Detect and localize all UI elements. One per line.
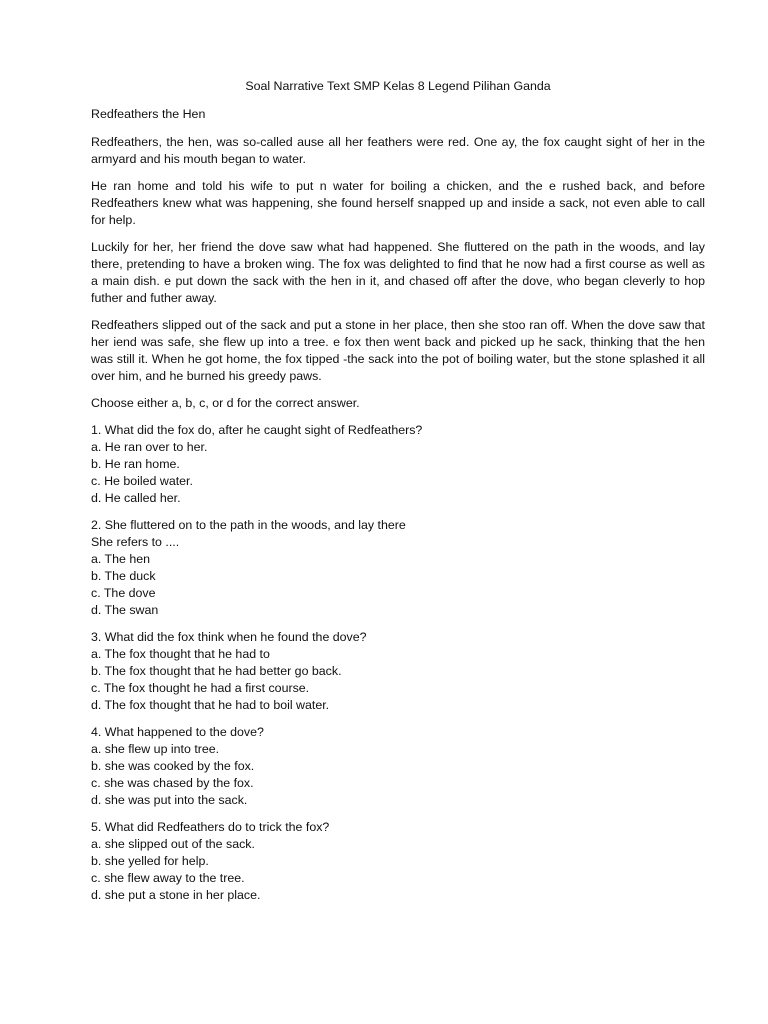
story-paragraph: He ran home and told his wife to put n water for boiling a chicken, and the e rushed back, and before Redfeathers knew what was happening, she found herself snapped up and inside a sack, not even able to call for help.: [91, 179, 705, 227]
story-title: Redfeathers the Hen: [91, 107, 206, 121]
answer-option-a: a. The hen: [91, 552, 151, 566]
question-5: [91, 819, 705, 904]
answer-option-c: c. she was chased by the fox.: [91, 776, 254, 790]
answer-option-d: d. she put a stone in her place.: [91, 888, 261, 902]
story-paragraph: Redfeathers, the hen, was so-called ause all her feathers were red. One ay, the fox caught sight of her in the armyard and his mouth began to water.: [91, 135, 705, 166]
answer-option-d: d. The fox thought that he had to boil water.: [91, 698, 330, 712]
answer-option-d: d. He called her.: [91, 491, 181, 505]
answer-option-a: a. The fox thought that he had to: [91, 647, 270, 661]
story-paragraph: Luckily for her, her friend the dove saw what had happened. She fluttered on the path in the woods, and lay there, pretending to have a broken wing. The fox was delighted to find that he now had a first course as well as a main dish. e put down the sack with the hen in it, and chased off after the dove, who began cleverly to hop futher and futher away.: [91, 240, 705, 305]
question-text: 2. She fluttered on to the path in the woods, and lay there: [91, 518, 406, 532]
answer-option-c: c. He boiled water.: [91, 474, 193, 488]
question-text: 3. What did the fox think when he found the dove?: [91, 630, 367, 644]
answer-option-d: d. The swan: [91, 603, 159, 617]
answer-option-b: b. The duck: [91, 569, 156, 583]
answer-option-b: b. she yelled for help.: [91, 854, 209, 868]
question-text: 4. What happened to the dove?: [91, 725, 264, 739]
answer-option-c: c. The dove: [91, 586, 156, 600]
question-1: [91, 422, 705, 507]
answer-option-b: b. The fox thought that he had better go back.: [91, 664, 342, 678]
question-4: [91, 724, 705, 809]
answer-option-d: d. she was put into the sack.: [91, 793, 248, 807]
story-paragraph: Redfeathers slipped out of the sack and put a stone in her place, then she stoo ran off. When the dove saw that her iend was safe, she flew up into a tree. e fox then went back and picked up he sack, thinking that the hen was still it. When he got home, the fox tipped -the sack into the pot of boiling water, but the stone splashed it all over him, and he burned his greedy paws.: [91, 318, 705, 383]
answer-option-b: b. He ran home.: [91, 457, 180, 471]
answer-option-a: a. He ran over to her.: [91, 440, 208, 454]
document-title: Soal Narrative Text SMP Kelas 8 Legend Pilihan Ganda: [245, 79, 551, 93]
question-text: She refers to ....: [91, 535, 180, 549]
question-3: [91, 629, 705, 714]
question-text: 5. What did Redfeathers do to trick the fox?: [91, 820, 330, 834]
answer-option-a: a. she slipped out of the sack.: [91, 837, 255, 851]
question-2: [91, 517, 705, 619]
document-page: [91, 78, 705, 914]
answer-option-c: c. The fox thought he had a first course.: [91, 681, 310, 695]
instruction-text: Choose either a, b, c, or d for the correct answer.: [91, 396, 360, 410]
answer-option-a: a. she flew up into tree.: [91, 742, 220, 756]
answer-option-b: b. she was cooked by the fox.: [91, 759, 255, 773]
answer-option-c: c. she flew away to the tree.: [91, 871, 245, 885]
question-text: 1. What did the fox do, after he caught sight of Redfeathers?: [91, 423, 423, 437]
